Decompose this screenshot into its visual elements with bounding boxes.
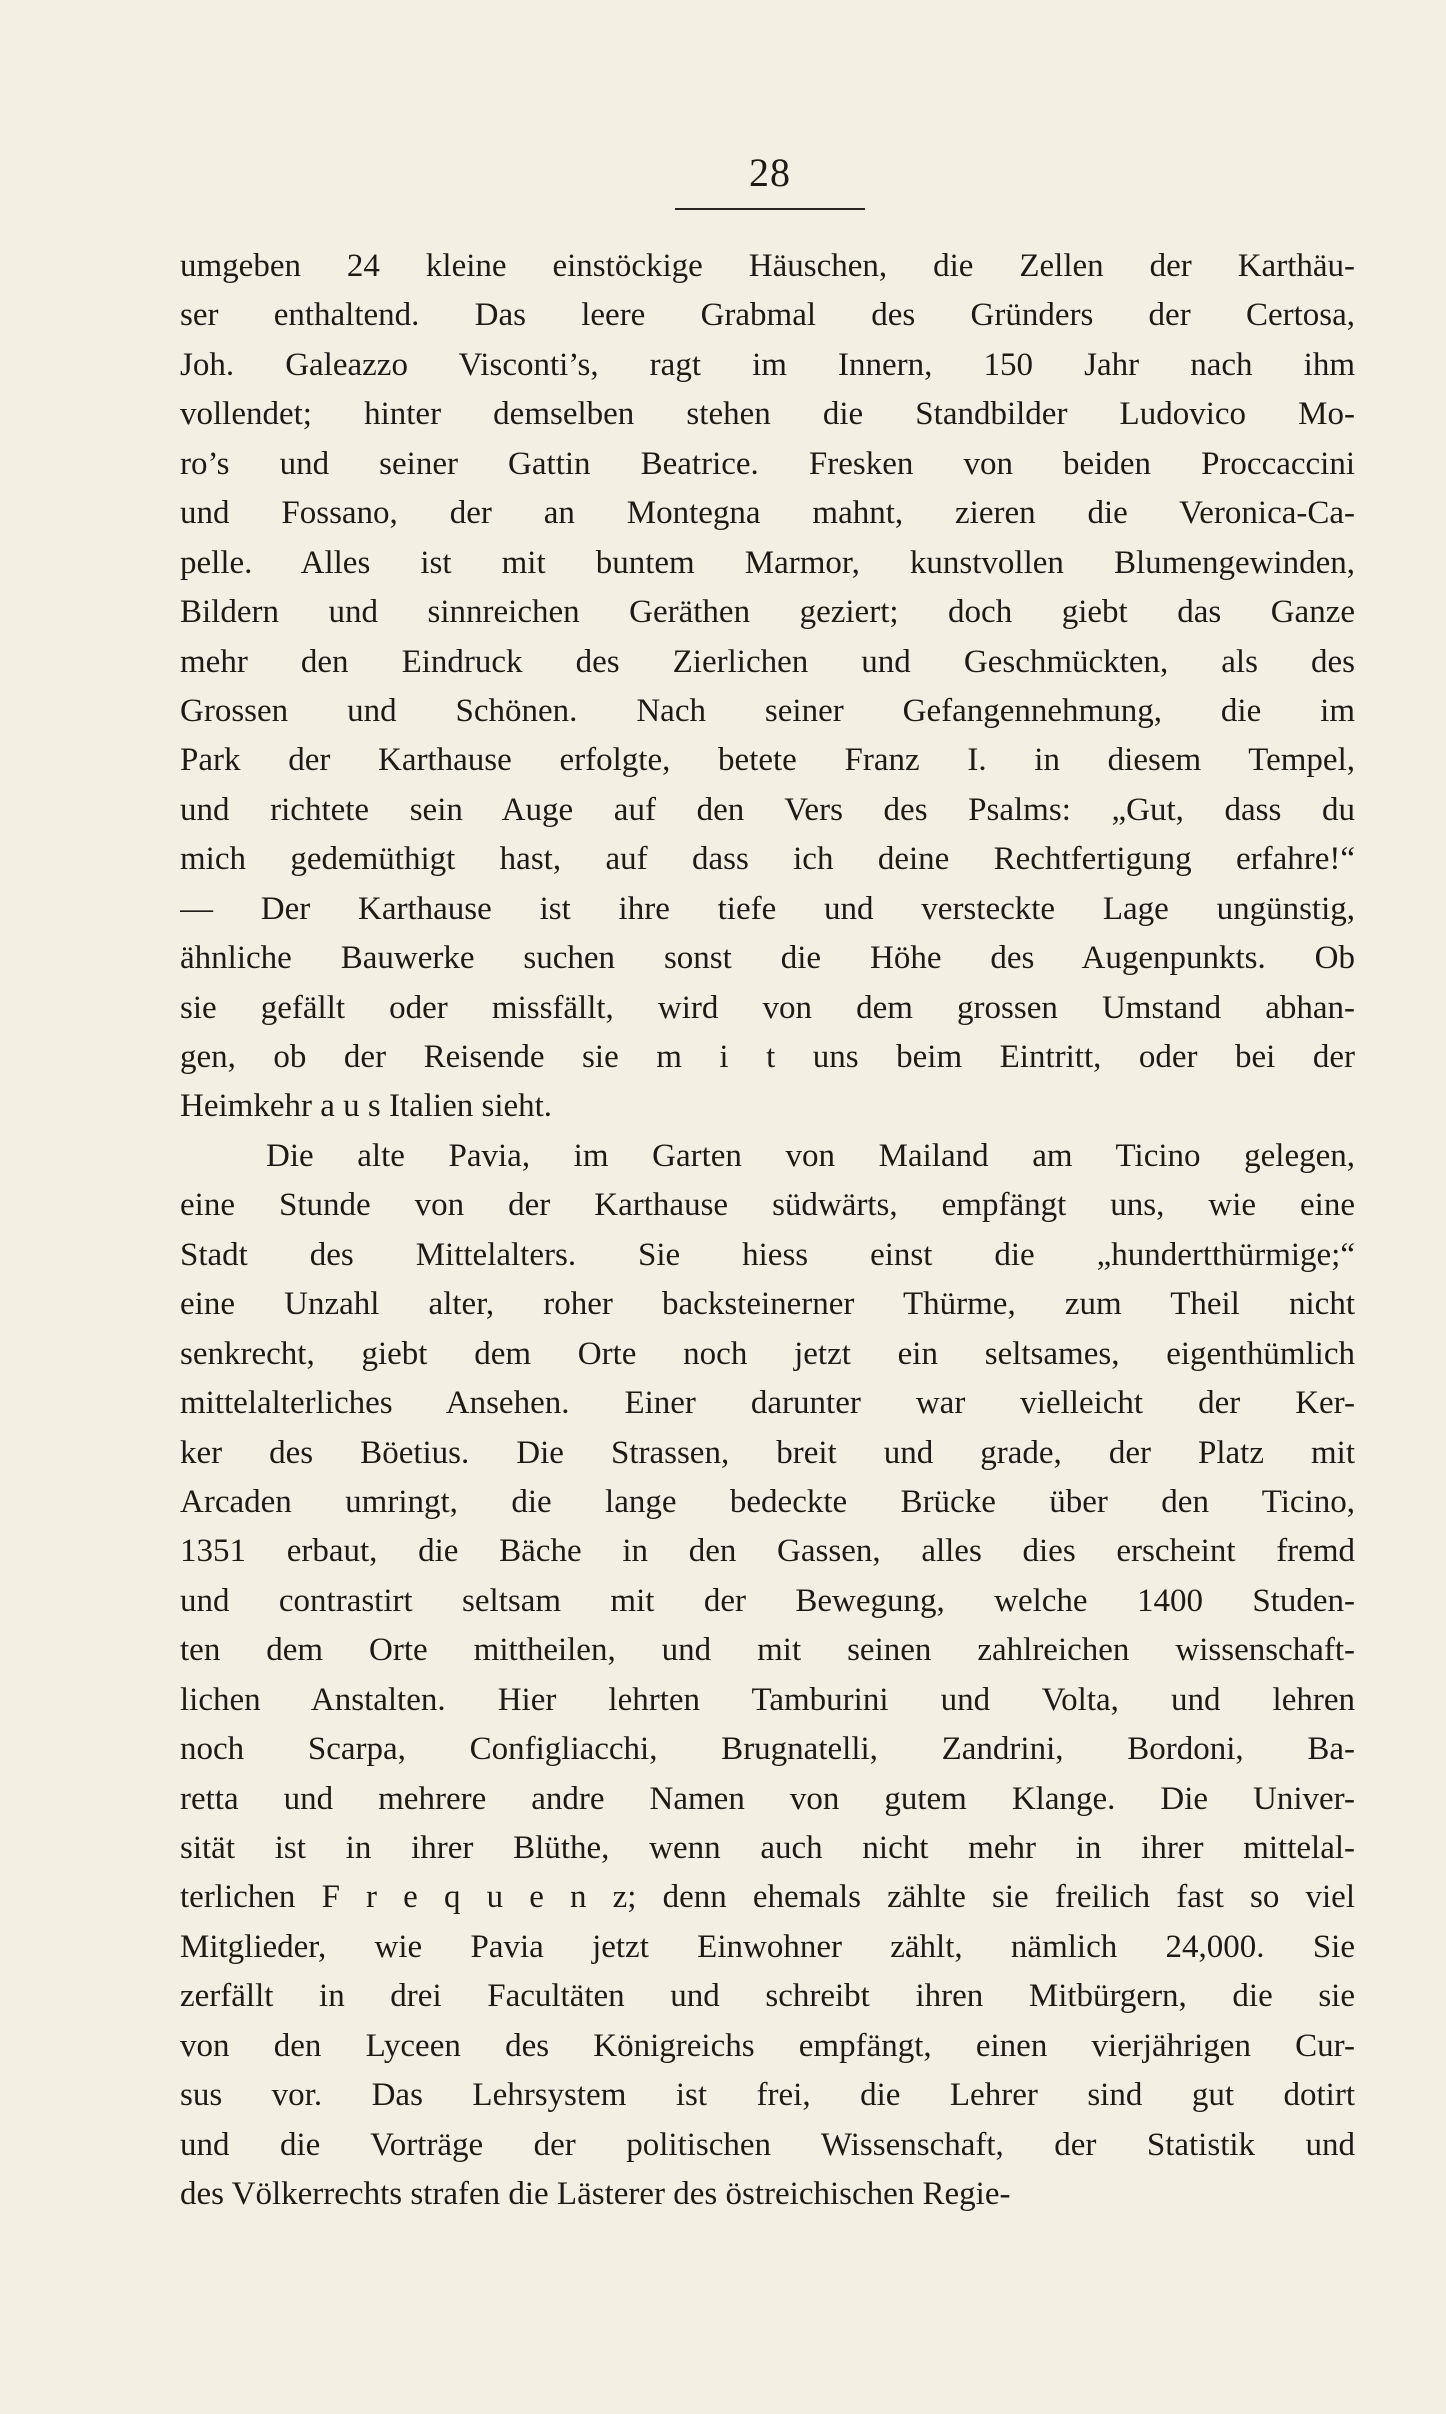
text-line: mittelalterliches Ansehen. Einer darunter war vielleicht der Ker- xyxy=(180,1385,1355,1422)
text-line: gen, ob der Reisende sie m i t uns beim Eintritt, oder bei der xyxy=(180,1039,1355,1075)
paragraph-2 xyxy=(180,1132,1355,2220)
text-line: und Fossano, der an Montegna mahnt, zieren die Veronica-Ca- xyxy=(180,495,1355,532)
text-line: Heimkehr a u s Italien sieht. xyxy=(180,1088,553,1125)
text-line: mich gedemüthigt hast, auf dass ich deine Rechtfertigung erfahre!“ xyxy=(180,841,1355,878)
text-line: und richtete sein Auge auf den Vers des Psalms: „Gut, dass du xyxy=(180,791,1355,828)
text-line: noch Scarpa, Configliacchi, Brugnatelli, Zandrini, Bordoni, Ba- xyxy=(180,1731,1355,1768)
text-line: zerfällt in drei Facultäten und schreibt ihren Mitbürgern, die sie xyxy=(180,1978,1355,2015)
text-line: von den Lyceen des Königreichs empfängt, einen vierjährigen Cur- xyxy=(180,2027,1355,2064)
page-number: 28 xyxy=(749,150,791,195)
text-line: Joh. Galeazzo Visconti’s, ragt im Innern, 150 Jahr nach ihm xyxy=(180,346,1355,383)
text-line: ker des Böetius. Die Strassen, breit und grade, der Platz mit xyxy=(180,1434,1355,1471)
text-line: Bildern und sinnreichen Geräthen geziert; doch giebt das Ganze xyxy=(180,594,1355,631)
text-line: 1351 erbaut, die Bäche in den Gassen, alles dies erscheint fremd xyxy=(180,1533,1355,1570)
text-line: retta und mehrere andre Namen von gutem Klange. Die Univer- xyxy=(180,1780,1355,1817)
text-line: und die Vorträge der politischen Wissenschaft, der Statistik und xyxy=(180,2126,1355,2163)
text-line: lichen Anstalten. Hier lehrten Tamburini und Volta, und lehren xyxy=(180,1681,1355,1718)
text-line: Park der Karthause erfolgte, betete Franz I. in diesem Tempel, xyxy=(180,742,1355,779)
text-line: Mitglieder, wie Pavia jetzt Einwohner zählt, nämlich 24,000. Sie xyxy=(180,1928,1355,1965)
text-line: umgeben 24 kleine einstöckige Häuschen, die Zellen der Karthäu- xyxy=(180,248,1355,284)
text-line: vollendet; hinter demselben stehen die Standbilder Ludovico Mo- xyxy=(180,396,1355,433)
text-line: ähnliche Bauwerke suchen sonst die Höhe des Augenpunkts. Ob xyxy=(180,940,1355,977)
text-line: sie gefällt oder missfällt, wird von dem grossen Umstand abhan- xyxy=(180,989,1355,1026)
body-text xyxy=(180,242,1355,2220)
text-line: eine Unzahl alter, roher backsteinerner Thürme, zum Theil nicht xyxy=(180,1286,1355,1323)
text-line: ten dem Orte mittheilen, und mit seinen zahlreichen wissenschaft- xyxy=(180,1632,1355,1669)
text-line: ro’s und seiner Gattin Beatrice. Fresken von beiden Proccaccini xyxy=(180,445,1355,482)
text-line: sus vor. Das Lehrsystem ist frei, die Lehrer sind gut dotirt xyxy=(180,2077,1355,2114)
text-line: sität ist in ihrer Blüthe, wenn auch nicht mehr in ihrer mittelal- xyxy=(180,1830,1355,1866)
paragraph-1 xyxy=(180,242,1355,1132)
text-line: — Der Karthause ist ihre tiefe und versteckte Lage ungünstig, xyxy=(180,890,1355,927)
text-line: mehr den Eindruck des Zierlichen und Geschmückten, als des xyxy=(180,643,1355,680)
text-line: Arcaden umringt, die lange bedeckte Brücke über den Ticino, xyxy=(180,1483,1355,1520)
text-line: Die alte Pavia, im Garten von Mailand am Ticino gelegen, xyxy=(266,1137,1355,1174)
text-line: Stadt des Mittelalters. Sie hiess einst die „hundertthürmige;“ xyxy=(180,1236,1355,1273)
text-line: eine Stunde von der Karthause südwärts, empfängt uns, wie eine xyxy=(180,1187,1355,1224)
text-line: und contrastirt seltsam mit der Bewegung, welche 1400 Studen- xyxy=(180,1582,1355,1619)
text-line: Grossen und Schönen. Nach seiner Gefangennehmung, die im xyxy=(180,692,1355,729)
text-line: pelle. Alles ist mit buntem Marmor, kunstvollen Blumengewinden, xyxy=(180,544,1355,581)
text-line: senkrecht, giebt dem Orte noch jetzt ein seltsames, eigenthümlich xyxy=(180,1335,1355,1372)
page-header xyxy=(675,150,865,212)
text-line: terlichen F r e q u e n z; denn ehemals zählte sie freilich fast so viel xyxy=(180,1879,1355,1916)
text-line: des Völkerrechts strafen die Lästerer des östreichischen Regie- xyxy=(180,2176,1011,2213)
text-line: ser enthaltend. Das leere Grabmal des Gründers der Certosa, xyxy=(180,297,1355,334)
header-rule xyxy=(675,208,865,210)
